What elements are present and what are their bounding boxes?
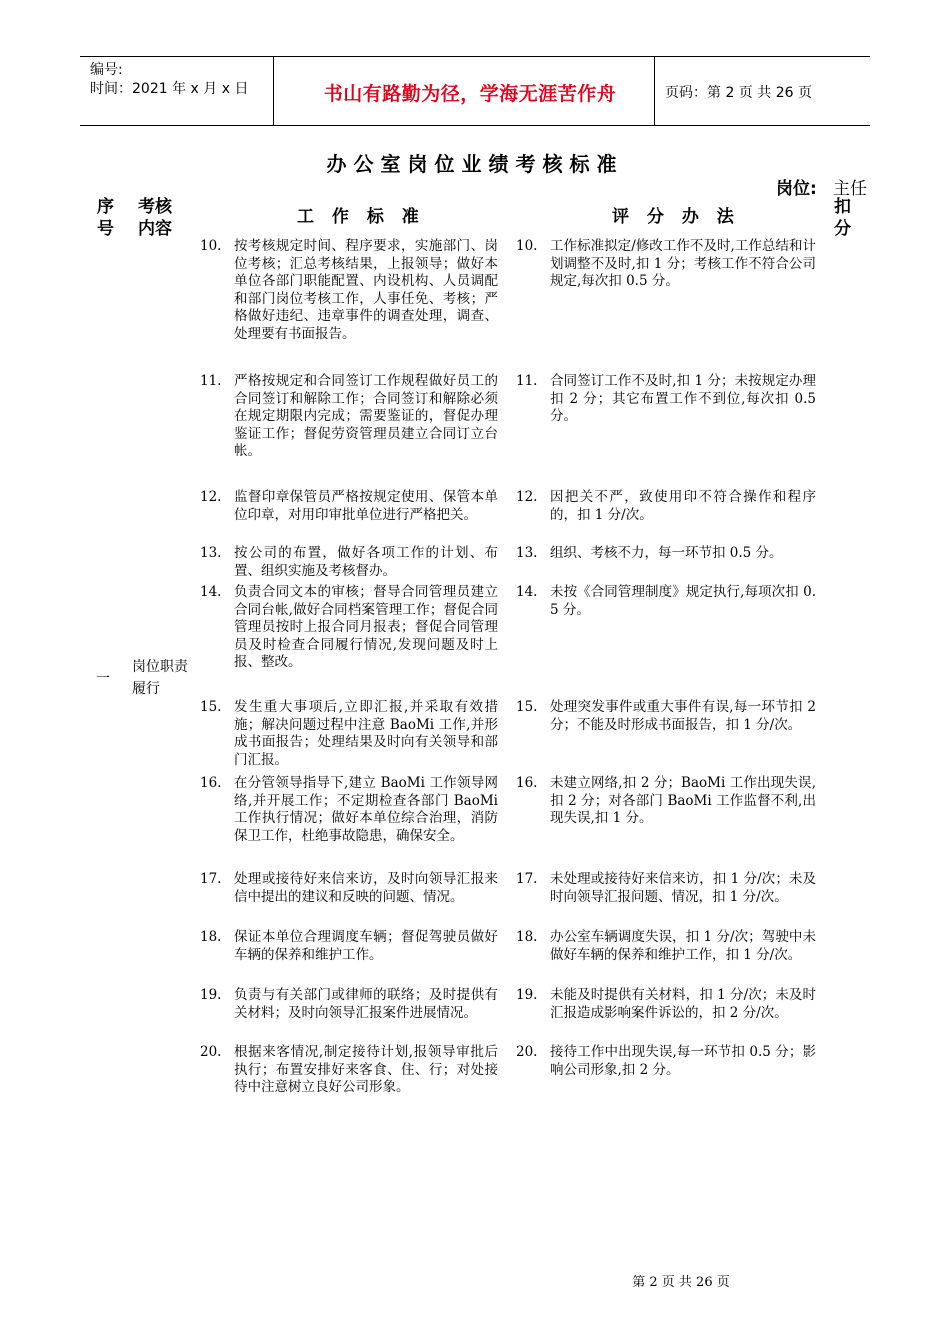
method-number: 19. [516,987,538,1003]
standard-text: 监督印章保管员严格按规定使用、保管本单位印章，对用印审批单位进行严格把关。 [234,489,498,523]
column-header-method: 评 分 办 法 [612,207,740,227]
standard-text: 负责与有关部门或律师的联络；及时提供有关材料；及时向领导汇报案件进展情况。 [234,987,498,1021]
standard-number: 10. [200,238,222,254]
standard-text: 负责合同文本的审核；督导合同管理员建立合同台帐,做好合同档案管理工作；督促合同管理员按时上报合同月报表；督促合同管理员及时检查合同履行情况,发现问题及时上报、整改。 [234,584,498,670]
method-text: 组织、考核不力，每一环节扣 0.5 分。 [550,545,783,561]
column-header-content: 考核内容 [138,197,172,239]
page-footer [0,1271,950,1290]
method-text: 工作标准拟定/修改工作不及时,工作总结和计划调整不及时,扣 1 分；考核工作不符合公司规定,每次扣 0.5 分。 [550,238,816,289]
page-title: 办公室岗位业绩考核标准 [326,152,624,176]
method-text: 接待工作中出现失误,每一环节扣 0.5 分；影响公司形象,扣 2 分。 [550,1044,816,1078]
method-number: 15. [516,699,538,715]
standard-text: 发生重大事项后,立即汇报,并采取有效措施；解决问题过程中注意 BaoMi 工作,并形成书面报告；处理结果及时向有关领导和部门汇报。 [234,699,498,768]
header-page-number: 页码：第 2 页 共 26 页 [665,85,812,101]
standard-number: 13. [200,545,222,561]
header-divider-left [273,57,274,125]
method-text: 因把关不严，致使用印不符合操作和程序的，扣 1 分/次。 [550,489,816,523]
method-number: 13. [516,545,538,561]
standard-number: 14. [200,584,222,600]
method-number: 18. [516,929,538,945]
standard-number: 17. [200,871,222,887]
column-header-seq: 序号 [97,197,114,239]
column-header-deduct: 扣分 [834,197,851,239]
method-text: 未按《合同管理制度》规定执行,每项次扣 0.5 分。 [550,584,816,618]
header-divider-right [654,57,655,125]
footer-page-number: 第 2 页 共 26 页 [632,1275,730,1290]
method-number: 17. [516,871,538,887]
method-text: 未处理或接待好来信来访，扣 1 分/次；未及时向领导汇报问题、情况，扣 1 分/次。 [550,871,816,905]
standard-text: 在分管领导指导下,建立 BaoMi 工作领导网络,并开展工作；不定期检查各部门 BaoMi 工作执行情况；做好本单位综合治理，消防保卫工作，杜绝事故隐患，确保安全。 [234,775,498,844]
method-text: 未建立网络,扣 2 分；BaoMi 工作出现失误,扣 2 分；对各部门 BaoMi 工作监督不利,出现失误,扣 1 分。 [550,775,816,826]
standard-text: 根据来客情况,制定接待计划,报领导审批后执行；布置安排好来客食、住、行；对处接待中注意树立良好公司形象。 [234,1044,498,1095]
standard-number: 12. [200,489,222,505]
standard-number: 15. [200,699,222,715]
header-motto: 书山有路勤为径，学海无涯苦作舟 [323,83,617,105]
standard-text: 保证本单位合理调度车辆；督促驾驶员做好车辆的保养和维护工作。 [234,929,498,963]
document-header [80,56,870,126]
header-meta [90,61,248,99]
section-name: 岗位职责履行 [132,659,188,697]
method-text: 合同签订工作不及时,扣 1 分；未按规定办理扣 2 分；其它布置工作不到位,每次扣 0.5 分。 [550,373,816,424]
serial-number-label: 编号: [90,62,123,78]
standard-number: 16. [200,775,222,791]
standard-number: 11. [200,373,222,389]
standard-text: 按公司的布置，做好各项工作的计划、布置、组织实施及考核督办。 [234,545,498,579]
post-label: 岗位: [776,179,817,199]
standard-text: 按考核规定时间、程序要求，实施部门、岗位考核；汇总考核结果，上报领导；做好本单位各部门职能配置、内设机构、人员调配和部门岗位考核工作，人事任免、考核；严格做好违纪、违章事件的调查处理，调查、处理要有书面报告。 [234,238,498,342]
standard-number: 20. [200,1044,222,1060]
section-number: 一 [96,671,110,687]
standard-number: 19. [200,987,222,1003]
method-text: 办公室车辆调度失误，扣 1 分/次；驾驶中未做好车辆的保养和维护工作，扣 1 分/次。 [550,929,816,963]
post-value: 主任 [833,179,867,199]
method-number: 20. [516,1044,538,1060]
method-number: 16. [516,775,538,791]
standard-text: 处理或接待好来信来访，及时向领导汇报来信中提出的建议和反映的问题、情况。 [234,871,498,905]
method-number: 10. [516,238,538,254]
time-label: 时间：2021 年 x 月 x 日 [90,81,249,97]
method-number: 12. [516,489,538,505]
standard-number: 18. [200,929,222,945]
method-number: 11. [516,373,538,389]
method-text: 未能及时提供有关材料，扣 1 分/次；未及时汇报造成影响案件诉讼的，扣 2 分/次。 [550,987,816,1021]
standard-text: 严格按规定和合同签订工作规程做好员工的合同签订和解除工作；合同签订和解除必须在规定期限内完成；需要鉴证的，督促办理鉴证工作；督促劳资管理员建立合同订立台帐。 [234,373,498,459]
column-header-standard: 工 作 标 准 [297,207,425,227]
method-number: 14. [516,584,538,600]
method-text: 处理突发事件或重大事件有误,每一环节扣 2 分；不能及时形成书面报告，扣 1 分/次。 [550,699,816,733]
